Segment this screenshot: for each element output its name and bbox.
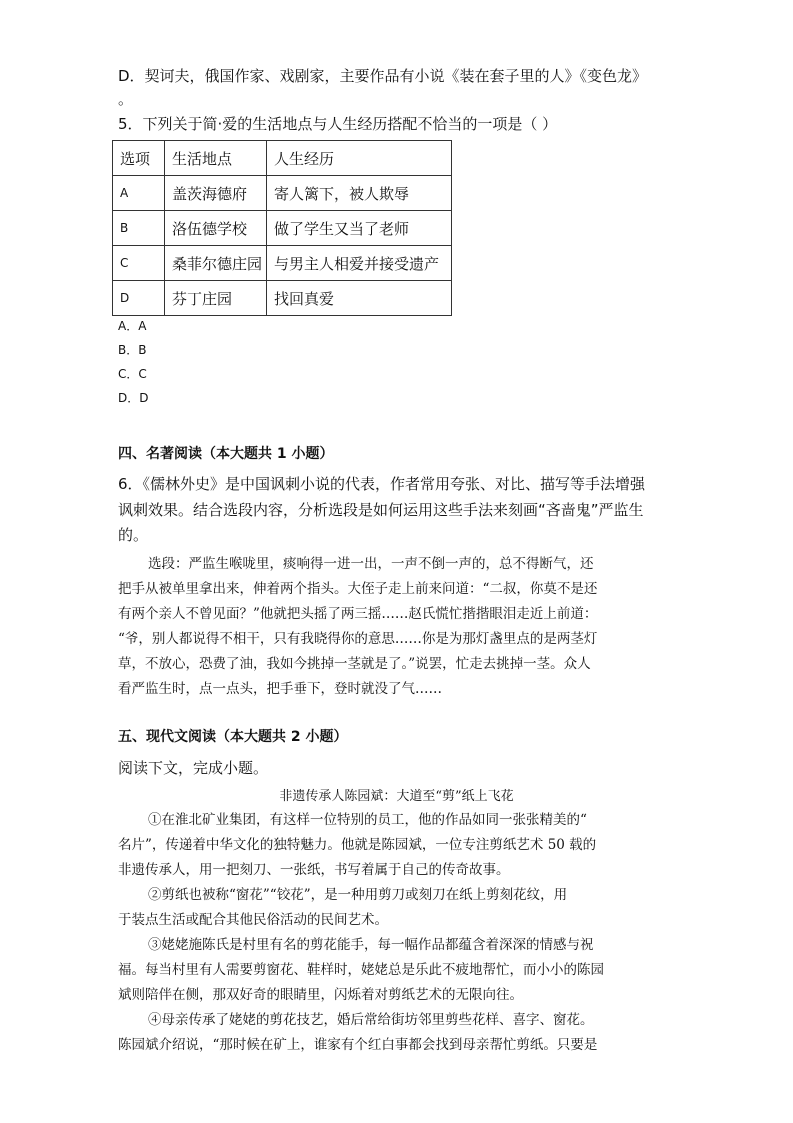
table-cell: A bbox=[113, 176, 165, 211]
table-row bbox=[113, 246, 452, 281]
table-header-cell: 选项 bbox=[113, 141, 165, 176]
article-line: 于装点生活或配合其他民俗活动的民间艺术。 bbox=[118, 912, 388, 928]
article-line: 非遗传承人，用一把刻刀、一张纸，书写着属于自己的传奇故事。 bbox=[118, 862, 510, 878]
q6-line: 6．《儒林外史》是中国讽刺小说的代表，作者常用夸张、对比、描写等手法增强 bbox=[118, 475, 646, 493]
table-cell: B bbox=[113, 211, 165, 246]
table-cell: 与男主人相爱并接受遗产 bbox=[267, 246, 452, 281]
section5-intro: 阅读下文，完成小题。 bbox=[118, 759, 269, 777]
table-cell: 洛伍德学校 bbox=[165, 211, 267, 246]
section5-heading: 五、现代文阅读（本大题共 2 小题） bbox=[118, 729, 348, 745]
q6-line: 的。 bbox=[118, 526, 149, 544]
table-header-cell: 人生经历 bbox=[267, 141, 452, 176]
excerpt-line: 草，不放心，恐费了油，我如今挑掉一茎就是了。”说罢，忙走去挑掉一茎。众人 bbox=[118, 656, 591, 672]
table-row bbox=[113, 281, 452, 316]
q5-table bbox=[112, 140, 452, 316]
section4-heading: 四、名著阅读（本大题共 1 小题） bbox=[118, 446, 334, 462]
table-cell: 寄人篱下，被人欺辱 bbox=[267, 176, 452, 211]
table-cell: 盖茨海德府 bbox=[165, 176, 267, 211]
excerpt-line: “爷，别人都说得不相干，只有我晓得你的意思……你是为那灯盏里点的是两茎灯 bbox=[118, 631, 598, 647]
table-row bbox=[113, 211, 452, 246]
q5-choice-c: C．C bbox=[118, 367, 147, 381]
excerpt-line: 有两个亲人不曾见面？”他就把头摇了两三摇……赵氏慌忙揩揩眼泪走近上前道： bbox=[118, 606, 598, 622]
table-cell: D bbox=[113, 281, 165, 316]
table-cell: 找回真爱 bbox=[267, 281, 452, 316]
article-title: 非遗传承人陈园斌：大道至“剪”纸上飞花 bbox=[279, 789, 514, 804]
article-line: ①在淮北矿业集团，有这样一位特别的员工，他的作品如同一张张精美的“ bbox=[148, 812, 587, 828]
table-row bbox=[113, 176, 452, 211]
q4-option-d: D．契诃夫，俄国作家、戏剧家，主要作品有小说《装在套子里的人》《变色龙》 bbox=[118, 67, 648, 85]
table-cell: 桑菲尔德庄园 bbox=[165, 246, 267, 281]
excerpt-line: 选段：严监生喉咙里，痰响得一进一出，一声不倒一声的，总不得断气，还 bbox=[148, 556, 594, 572]
q5-choice-a: A．A bbox=[118, 319, 147, 333]
q5-stem: 5．下列关于简·爱的生活地点与人生经历搭配不恰当的一项是（ ） bbox=[118, 115, 558, 133]
excerpt-line: 看严监生时，点一点头，把手垂下，登时就没了气…… bbox=[118, 681, 442, 697]
table-cell: 做了学生又当了老师 bbox=[267, 211, 452, 246]
q5-choice-b: B．B bbox=[118, 343, 147, 357]
q5-choice-d: D．D bbox=[118, 391, 149, 405]
table-header-row bbox=[113, 141, 452, 176]
article-line: 斌则陪伴在侧，那双好奇的眼睛里，闪烁着对剪纸艺术的无限向往。 bbox=[118, 987, 523, 1003]
q6-line: 讽刺效果。结合选段内容，分析选段是如何运用这些手法来刻画“吝啬鬼”严监生 bbox=[118, 501, 644, 519]
table-header-cell: 生活地点 bbox=[165, 141, 267, 176]
article-line: ③姥姥施陈氏是村里有名的剪花能手，每一幅作品都蕴含着深深的情感与祝 bbox=[148, 937, 594, 953]
table-cell: C bbox=[113, 246, 165, 281]
article-line: ②剪纸也被称“窗花”“铰花”，是一种用剪刀或刻刀在纸上剪刻花纹，用 bbox=[148, 887, 568, 903]
q4-option-d-period: 。 bbox=[118, 90, 134, 108]
article-line: 名片”，传递着中华文化的独特魅力。他就是陈园斌，一位专注剪纸艺术 50 载的 bbox=[118, 837, 597, 853]
article-line: 陈园斌介绍说，“那时候在矿上，谁家有个红白事都会找到母亲帮忙剪纸。只要是 bbox=[118, 1037, 598, 1053]
article-line: 福。每当村里有人需要剪窗花、鞋样时，姥姥总是乐此不疲地帮忙，而小小的陈园 bbox=[118, 962, 604, 978]
table-cell: 芬丁庄园 bbox=[165, 281, 267, 316]
article-line: ④母亲传承了姥姥的剪花技艺，婚后常给街坊邻里剪些花样、喜字、窗花。 bbox=[148, 1012, 594, 1028]
excerpt-line: 把手从被单里拿出来，伸着两个指头。大侄子走上前来问道：“二叔，你莫不是还 bbox=[118, 581, 598, 597]
